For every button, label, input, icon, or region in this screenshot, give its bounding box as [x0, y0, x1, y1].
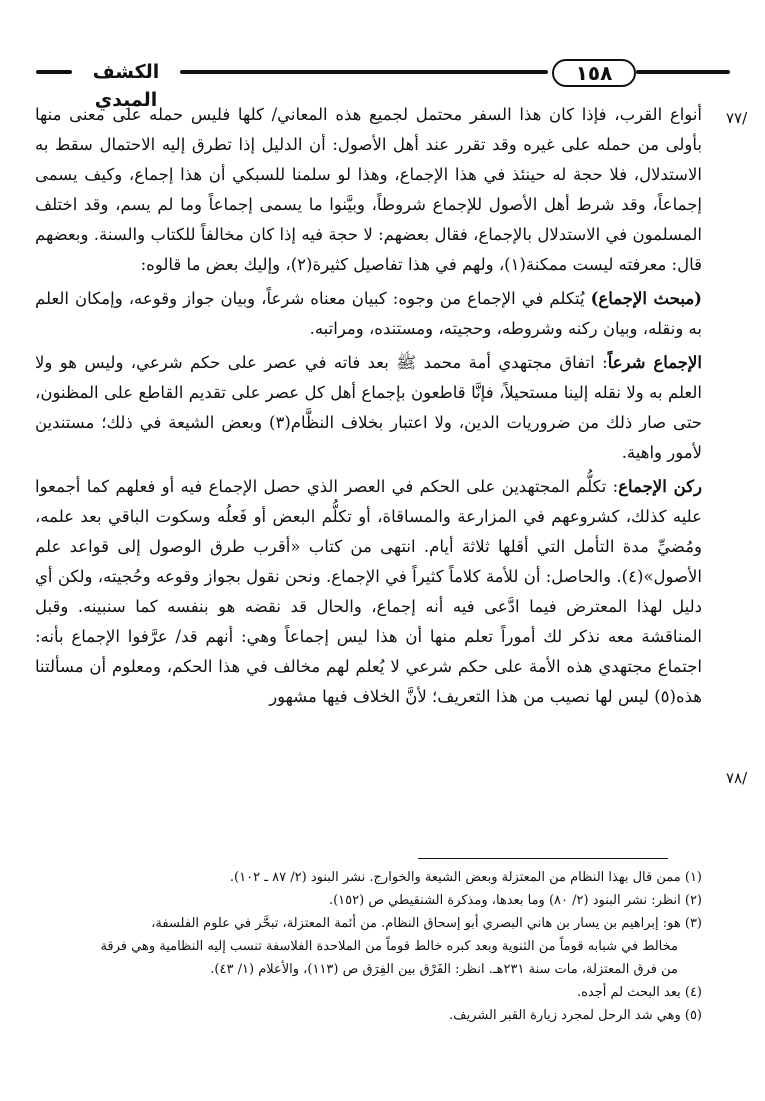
footnote-1: (١) ممن قال بهذا النظام من المعتزلة وبعض الشيعة والخوارج. نشر البنود (٢/ ٨٧ ـ ١٠٢).: [229, 870, 702, 885]
paragraph-ijma-definition: [35, 348, 702, 468]
margin-marker-78: ٧٨/: [726, 769, 748, 787]
book-title: الكشف المبدي: [92, 61, 160, 111]
header-rule-middle: [180, 70, 548, 74]
paragraph-intro-text: أنواع القرب، فإذا كان هذا السفر محتمل لجميع هذه المعاني/ كلها فليس حمله على معنى منها بأولى من حمله على غيره وقد تقرر عند أهل الأصول: أن الدليل إذا تطرق إليه الاحتمال سقط به الاستدلال، فلا حجة له حينئذ في هذا الإجماع، وهذا لو سلمنا للسبكي أن هذا إجماع، وكيف يسمى إجماعاً، وقد شرط أهل الأصول للإجماع شروطاً، وبيَّنوا ما يسمى إجماعاً وما لم يسم، وقد اختلف المسلمون في الاستدلال بالإجماع، فقال بعضهم: لا حجة فيه إذا كان مخالفاً للكتاب والسنة. وبعضهم قال: معرفته ليست ممكنة(١)، ولهم في هذا تفاصيل كثيرة(٢)، وإليك بعض ما قالوه:: [35, 105, 702, 274]
main-text: [35, 100, 702, 714]
footnote-2: (٢) انظر: نشر البنود (٢/ ٨٠) وما بعدها، ومذكرة الشنقيطي ص (١٥٢).: [328, 893, 702, 908]
section-label: (مبحث الإجماع): [590, 289, 702, 308]
margin-marker-77: ٧٧/: [726, 109, 748, 127]
footnote-3-continued: من فرق المعتزلة، مات سنة ٢٣١هـ. انظر: الفَرْق بين الفِرَق ص (١١٣)، والأعلام (١/ ٤٣).: [210, 962, 678, 977]
footnote-5: (٥) وهي شد الرحل لمجرد زيارة القبر الشريف.: [449, 1008, 702, 1023]
footnote-3: (٣) هو: إبراهيم بن يسار بن هاني البصري أبو إسحاق النظام. من أئمة المعتزلة، تبحَّر في علوم الفلسفة،: [151, 916, 702, 931]
footnotes: [35, 866, 702, 1027]
footnote-4: (٤) بعد البحث لم أجده.: [576, 985, 702, 1000]
page-number: ١٥٨: [552, 59, 636, 87]
pillar-text: : تكلُّم المجتهدين على الحكم في العصر الذي حصل الإجماع فيه أو فعلهم كما أجمعوا عليه كذلك، كشروعهم في المزارعة والمساقاة، أو تكلُّم البعض أو فَعلُه وسكوت الباقي بعد علمه، ومُضيِّ مدة التأمل التي أقلها ثلاثة أيام. انتهى من كتاب «أقرب طرق الوصول إلى قواعد علم الأصول»(٤). والحاصل: أن للأمة كلاماً كثيراً في الإجماع. ونحن نقول بجواز وقوعه وحُجيته، ولكن أي دليل لهذا المعترض فيما ادَّعى فيه أنه إجماع، والحال قد نقضه هو بنفسه كما سنبينه. وقبل المناقشة معه نذكر لك أموراً تعلم منها أن هذا ليس إجماعاً وهي: أنهم قد/ عرَّفوا الإجماع بأنه: اجتماع مجتهدي هذه الأمة على حكم شرعي لا يُعلم لهم مخالف في هذا الحكم، ومعلوم أن مسألتنا هذه(٥) ليس لها نصيب من هذا التعريف؛ لأنَّ الخلاف فيها مشهور: [35, 477, 702, 706]
section-text: يُتكلم في الإجماع من وجوه: كبيان معناه شرعاً، وبيان جواز وقوعه، وإمكان العلم به ونقله، وبيان ركنه وشروطه، وحجيته، ومستنده، ومراتبه.: [35, 289, 702, 338]
page-header: [28, 58, 738, 111]
header-rule-left: [36, 70, 72, 74]
header-rule-right: [636, 70, 730, 74]
paragraph-intro: [35, 100, 702, 280]
paragraph-ijma-pillar: [35, 472, 702, 712]
footnote-3-continued: مخالط في شبابه قوماً من الثنوية وبعد كبره خالط قوماً من الملاحدة الفلاسفة تنسب إليه النظامية وهي فرقة: [100, 939, 678, 954]
paragraph-ijma-section: [35, 284, 702, 344]
pillar-label: ركن الإجماع: [618, 477, 702, 496]
footnote-divider: [418, 858, 668, 859]
definition-label: الإجماع شرعاً: [607, 353, 702, 372]
definition-text: : اتفاق مجتهدي أمة محمد ﷺ بعد فاته في عصر على حكم شرعي، وليس هو ولا العلم به ولا نقله إلينا مستحيلاً، فإنَّا قاطعون بإجماع أهل كل عصر على تقديم القاطع على المظنون، حتى صار ذلك من ضروريات الدين، ولا اعتبار بخلاف النظَّام(٣) وبعض الشيعة في ذلك؛ مستندين لأمور واهية.: [35, 353, 702, 462]
